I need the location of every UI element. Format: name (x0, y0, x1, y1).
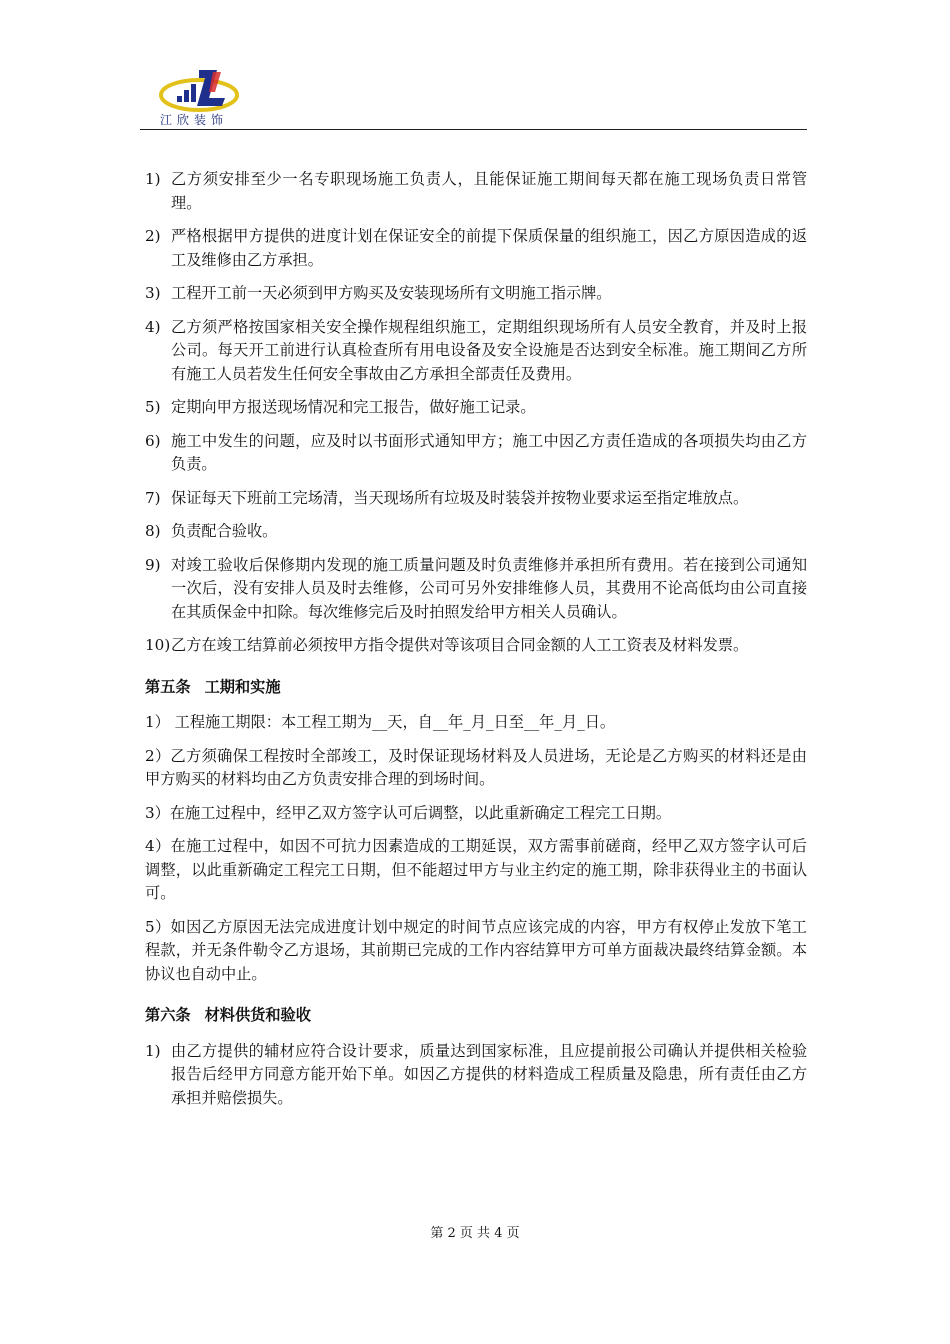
logo-text: 江欣装饰 (160, 113, 229, 127)
section5-paragraph: 4）在施工过程中，如因不可抗力因素造成的工期延误，双方需事前磋商，经甲乙双方签字认可后调整，以此重新确定工程完工日期，但不能超过甲方与业主约定的施工期，除非获得业主的书面认可。 (145, 837, 807, 902)
item-number: 4) (145, 317, 161, 336)
section5-paragraph: 5）如因乙方原因无法完成进度计划中规定的时间节点应该完成的内容，甲方有权停止发放下笔工程款，并无条件勒令乙方退场，其前期已完成的工作内容结算甲方可单方面裁决最终结算金额。本协议也自动中止。 (145, 917, 807, 983)
item-number: 7) (145, 488, 161, 507)
item-text: 定期向甲方报送现场情况和完工报告，做好施工记录。 (171, 398, 536, 416)
section5-paragraph: 1） 工程施工期限：本工程工期为__天，自__年_月_日至__年_月_日。 (145, 713, 616, 731)
list-item (145, 396, 807, 420)
section5-heading (145, 676, 807, 700)
item-text: 由乙方提供的辅材应符合设计要求，质量达到国家标准，且应提前报公司确认并提供相关检验报告后经甲方同意方能开始下单。如因乙方提供的材料造成工程质量及隐患，所有责任由乙方承担并赔偿损失。 (171, 1041, 807, 1107)
section5-heading-number: 第五条 (145, 677, 191, 696)
item-number: 2) (145, 227, 161, 245)
item-text: 乙方须安排至少一名专职现场施工负责人，且能保证施工期间每天都在施工现场负责日常管理。 (171, 170, 807, 212)
item-text: 工程开工前一天必须到甲方购买及安装现场所有文明施工指示牌。 (171, 284, 612, 302)
list-item (145, 225, 807, 272)
section6-heading (145, 1004, 807, 1028)
list-item (145, 168, 807, 215)
item-number: 10) (145, 636, 171, 654)
document-body (145, 168, 807, 1120)
item-number: 3) (145, 284, 161, 302)
item-number: 1) (145, 170, 161, 188)
item-number: 9) (145, 555, 161, 574)
item-number: 1) (145, 1041, 161, 1060)
item-number: 8) (145, 522, 161, 540)
section5-paragraph: 2）乙方须确保工程按时全部竣工，及时保证现场材料及人员进场，无论是乙方购买的材料还是由甲方购买的材料均由乙方负责安排合理的到场时间。 (145, 746, 807, 788)
item-text: 乙方须严格按国家相关安全操作规程组织施工，定期组织现场所有人员安全教育，并及时上报公司。每天开工前进行认真检查所有用电设备及安全设施是否达到安全标准。施工期间乙方所有施工人员若发生任何安全事故由乙方承担全部责任及费用。 (171, 317, 807, 383)
list-item (145, 634, 807, 658)
list-item (145, 1040, 807, 1111)
section5-paragraphs (145, 711, 807, 986)
item-text: 保证每天下班前工完场清，当天现场所有垃圾及时装袋并按物业要求运至指定堆放点。 (171, 488, 749, 507)
item-number: 5) (145, 398, 161, 416)
item-text: 严格根据甲方提供的进度计划在保证安全的前提下保质保量的组织施工，因乙方原因造成的返工及维修由乙方承担。 (171, 227, 807, 269)
header-divider (140, 129, 807, 130)
list-item (145, 520, 807, 544)
list-item (145, 430, 807, 477)
item-text: 施工中发生的问题，应及时以书面形式通知甲方；施工中因乙方责任造成的各项损失均由乙方负责。 (171, 431, 807, 473)
item-text: 对竣工验收后保修期内发现的施工质量问题及时负责维修并承担所有费用。若在接到公司通知一次后，没有安排人员及时去维修，公司可另外安排维修人员，其费用不论高低均由公司直接在其质保金中扣除。每次维修完后及时拍照发给甲方相关人员确认。 (171, 555, 807, 621)
section4-list (145, 168, 807, 658)
section5-heading-title: 工期和实施 (204, 677, 281, 696)
section5-paragraph: 3）在施工过程中，经甲乙双方签字认可后调整，以此重新确定工程完工日期。 (145, 803, 672, 822)
list-item (145, 554, 807, 625)
list-item (145, 316, 807, 387)
item-number: 6) (145, 431, 161, 450)
list-item (145, 487, 807, 511)
item-text: 负责配合验收。 (171, 522, 278, 540)
section6-heading-title: 材料供货和验收 (204, 1006, 311, 1024)
page-footer: 第 2 页 共 4 页 (430, 1226, 520, 1241)
section6-heading-number: 第六条 (145, 1006, 191, 1024)
list-item (145, 282, 807, 306)
section6-list (145, 1040, 807, 1111)
item-text: 乙方在竣工结算前必须按甲方指令提供对等该项目合同金额的人工工资表及材料发票。 (171, 636, 749, 654)
